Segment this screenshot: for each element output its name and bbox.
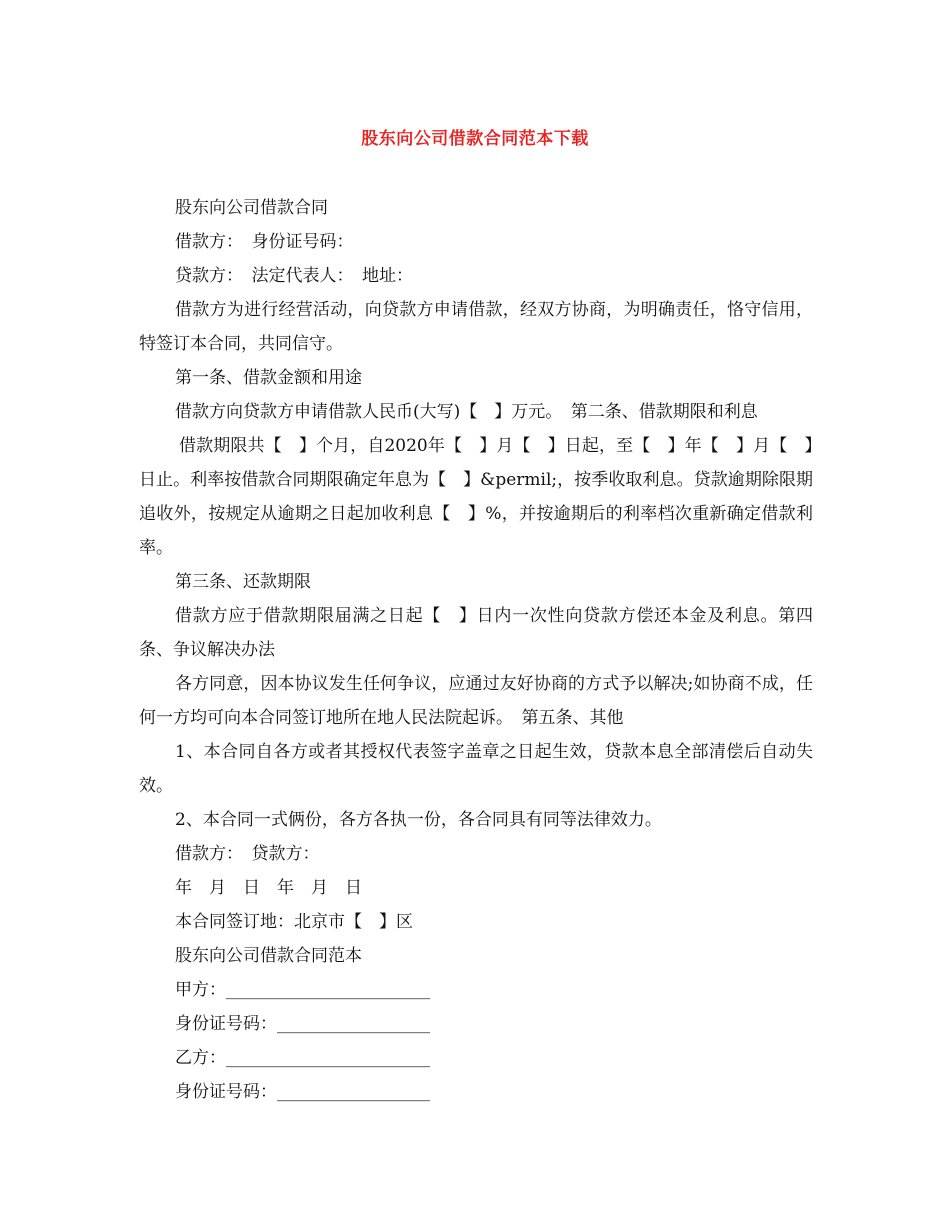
article-4-body: 各方同意，因本协议发生任何争议，应通过友好协商的方式予以解决;如协商不成，任何一方均可向本合同签订地所在地人民法院起诉。 第五条、其他 — [139, 674, 813, 728]
article-3-body: 借款方应于借款期限届满之日起【 】日内一次性向贷款方偿还本金及利息。第四条、争议解决办法 — [139, 606, 813, 660]
contract-heading: 股东向公司借款合同 — [175, 198, 328, 218]
party-a-id-field: 身份证号码：__________________ — [175, 1014, 430, 1034]
article-3-heading: 第三条、还款期限 — [175, 572, 311, 592]
article-1-heading: 第一条、借款金额和用途 — [175, 368, 362, 388]
article-2-body: 借款期限共【 】个月，自2020年【 】月【 】日起，至【 】年【 】月【 】日止。利率按借款合同期限确定年息为【 】&permil;，按季收取利息。贷款逾期除限期追收外，按规定从逾期之日起加收利息【 】%，并按逾期后的利率档次重新确定借款利率。 — [139, 436, 813, 558]
article-5-clause-2: 2、本合同一式俩份，各方各执一份，各合同具有同等法律效力。 — [175, 810, 662, 830]
signature-dates: 年 月 日 年 月 日 — [175, 878, 362, 898]
document-title: 股东向公司借款合同范本下载 — [361, 129, 589, 149]
preamble-paragraph: 借款方为进行经营活动，向贷款方申请借款，经双方协商，为明确责任，恪守信用，特签订本合同，共同信守。 — [139, 300, 813, 354]
party-a-field: 甲方：________________________ — [175, 980, 430, 1000]
party-b-field: 乙方：________________________ — [175, 1048, 430, 1068]
template-heading: 股东向公司借款合同范本 — [175, 946, 362, 966]
signing-place: 本合同签订地：北京市【 】区 — [175, 912, 413, 932]
borrower-line: 借款方： 身份证号码： — [175, 232, 354, 252]
article-1-body: 借款方向贷款方申请借款人民币(大写)【 】万元。 第二条、借款期限和利息 — [175, 402, 758, 422]
document-body — [139, 191, 813, 1109]
signature-parties: 借款方： 贷款方： — [175, 844, 320, 864]
article-5-clause-1: 1、本合同自各方或者其授权代表签字盖章之日起生效，贷款本息全部清偿后自动失效。 — [139, 742, 813, 796]
lender-line: 贷款方： 法定代表人： 地址： — [175, 266, 413, 286]
party-b-id-field: 身份证号码：__________________ — [175, 1082, 430, 1102]
